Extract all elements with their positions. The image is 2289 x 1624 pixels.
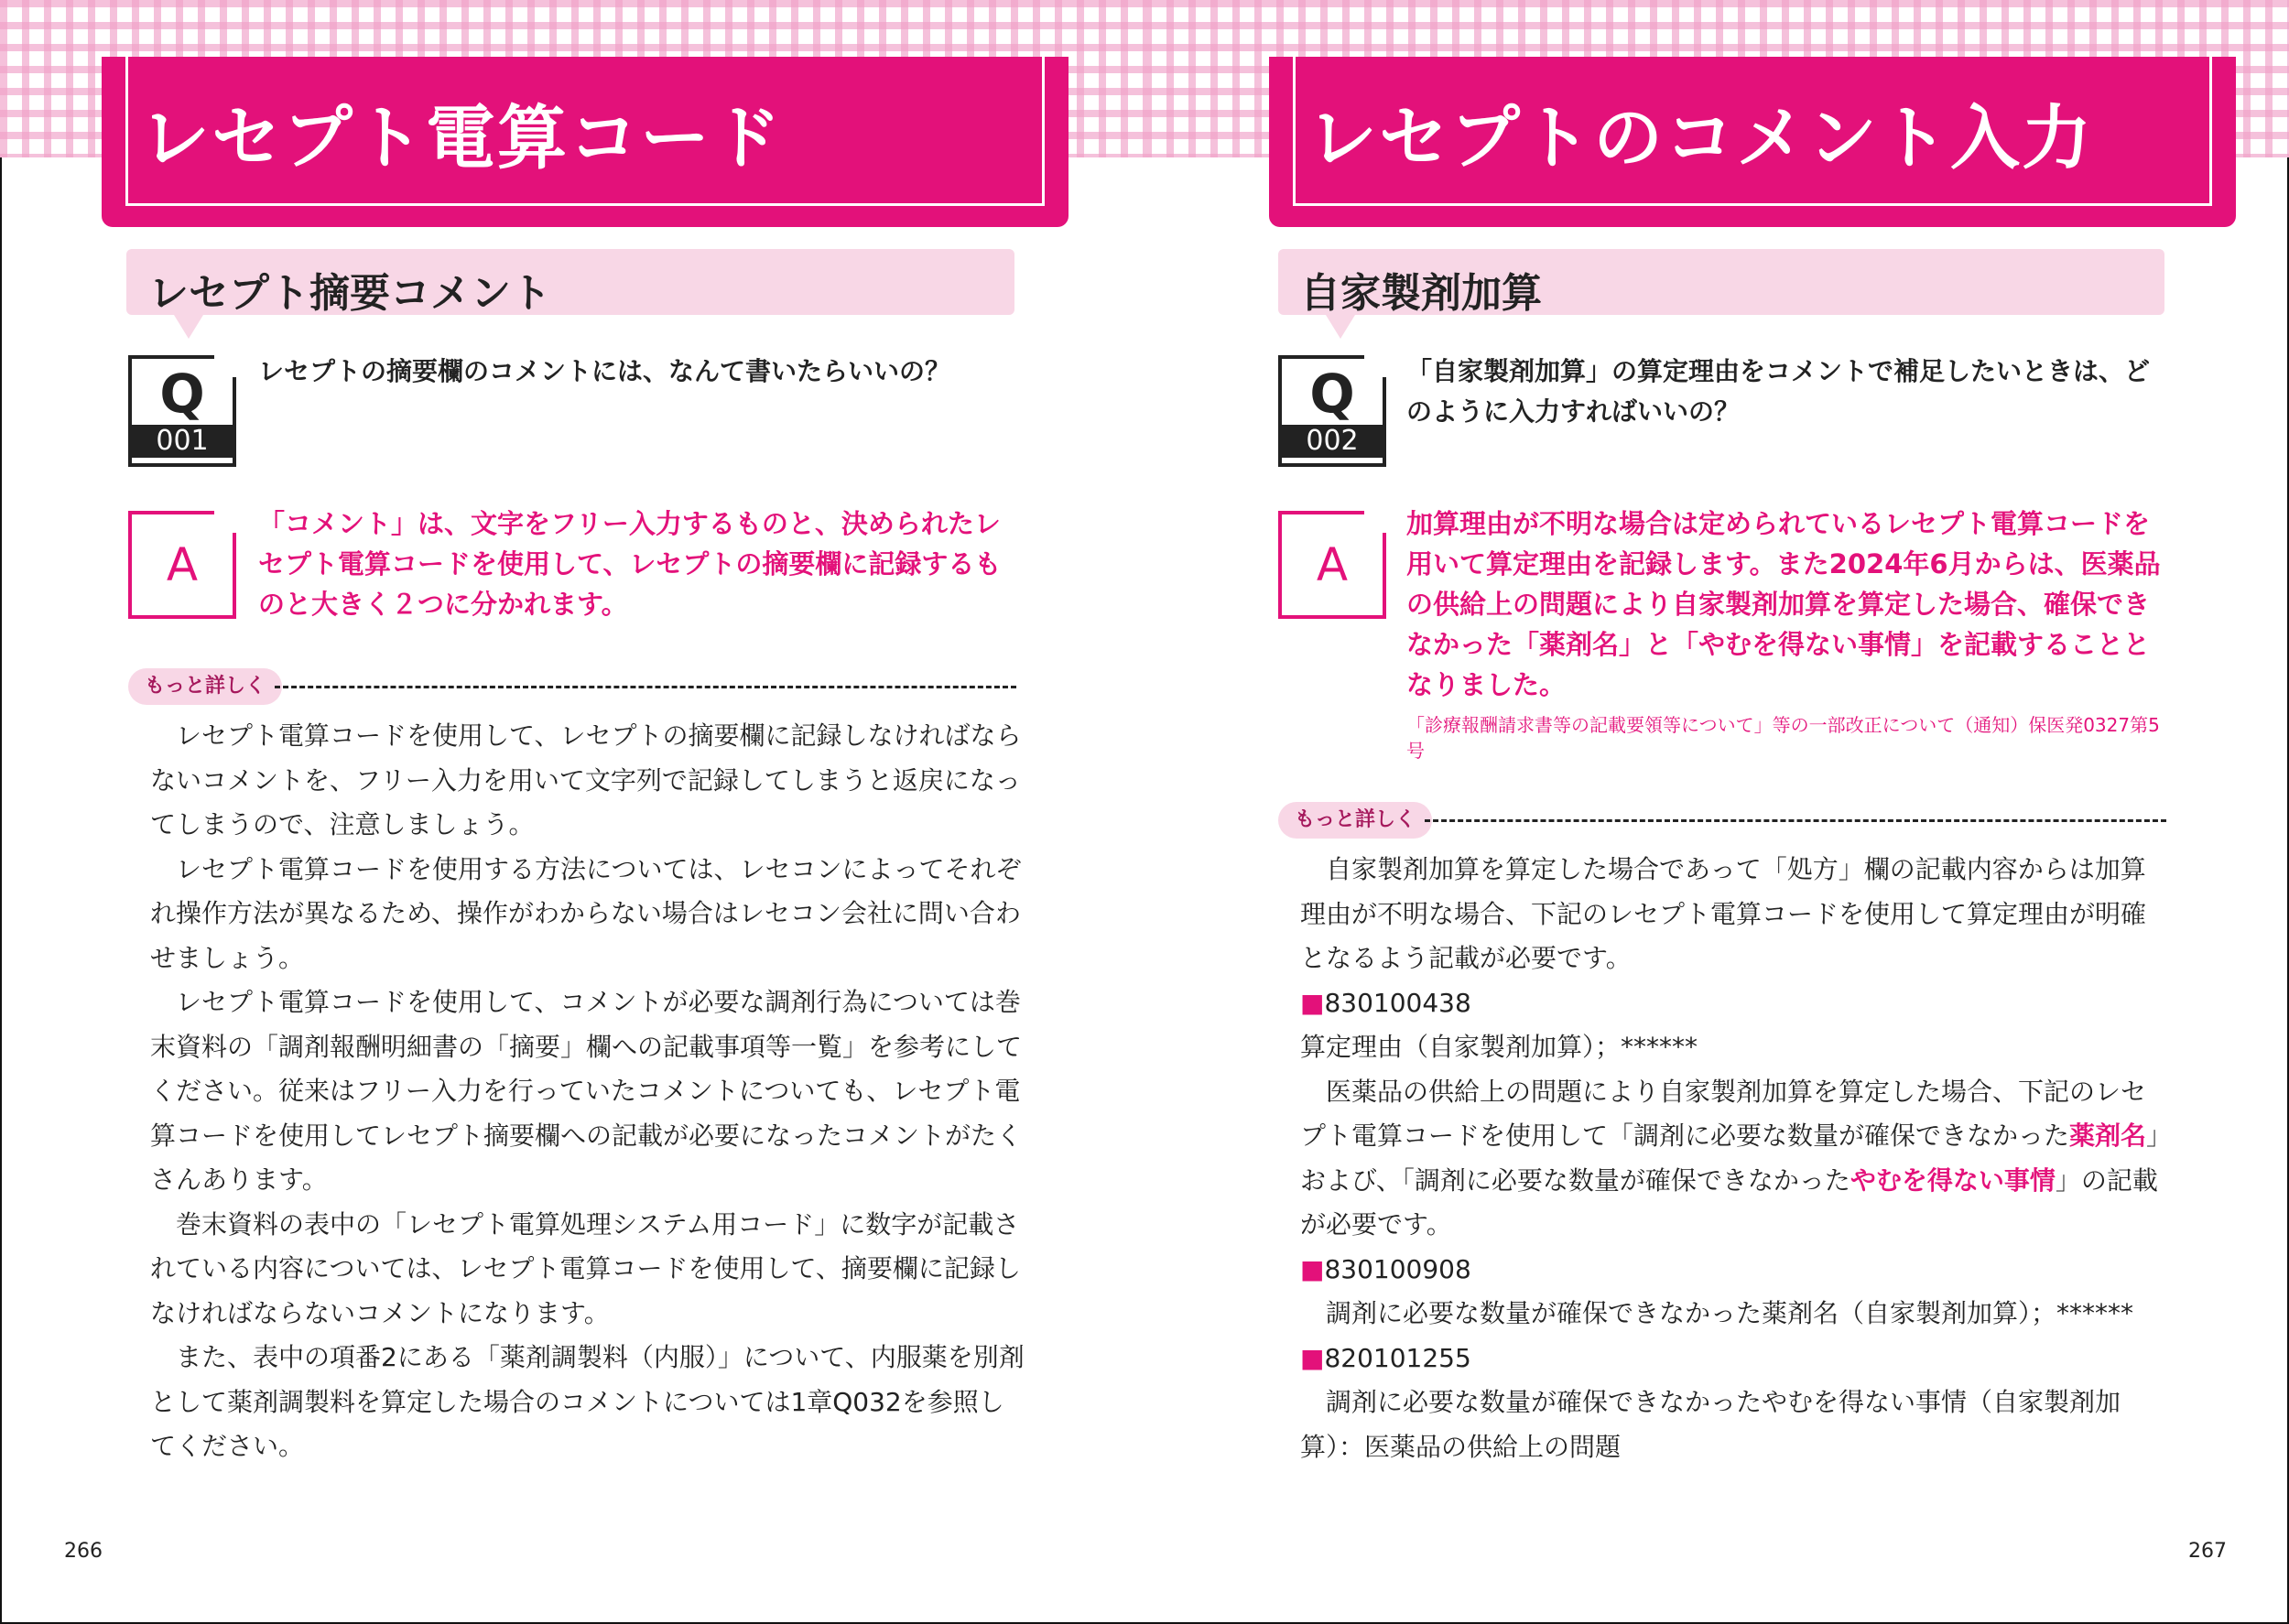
left-banner-title: レセプト電算コード	[140, 97, 783, 179]
right-banner-title: レセプトのコメント入力	[1307, 97, 2093, 179]
right-page-number: 267	[2188, 1540, 2227, 1563]
left-a-badge	[128, 511, 236, 619]
right-code-3-text: 調剤に必要な数量が確保できなかったやむを得ない事情（自家製剤加算）：医薬品の供給上の問題	[1300, 1387, 2121, 1462]
left-subhead-text: レセプト摘要コメント	[148, 270, 551, 317]
square-marker-icon: ■	[1300, 1342, 1325, 1373]
square-marker-icon: ■	[1300, 1253, 1325, 1284]
left-page-number: 266	[64, 1540, 103, 1563]
right-subhead	[1278, 249, 2164, 315]
right-a-letter: A	[1316, 538, 1349, 591]
left-q-letter: Q	[159, 363, 205, 425]
left-question: レセプトの摘要欄のコメントには、なんて書いたらいいの？	[258, 356, 951, 386]
left-more-detail-label: もっと詳しく	[128, 668, 282, 705]
right-code-2-text: 調剤に必要な数量が確保できなかった薬剤名（自家製剤加算）；******	[1326, 1298, 2134, 1328]
right-code-3: 820101255	[1324, 1342, 1471, 1373]
left-a-letter: A	[166, 538, 199, 591]
left-subhead-pointer	[174, 315, 203, 339]
right-subhead-text: 自家製剤加算	[1300, 270, 1542, 317]
left-answer: 「コメント」は、文字をフリー入力するものと、決められたレセプト電算コードを使用して、レセプトの摘要欄に記録するものと大きく２つに分かれます。	[258, 508, 1002, 620]
right-body-paragraph-2: 医薬品の供給上の問題により自家製剤加算を算定した場合、下記のレセプト電算コードを使用して「調剤に必要な数量が確保できなかった薬剤名」および、「調剤に必要な数量が確保できなかったやむを得ない事情」の記載が必要です。	[1300, 1076, 2160, 1240]
left-body	[150, 714, 1029, 1469]
right-q-badge	[1278, 355, 1386, 467]
right-code-row-1	[1300, 981, 2170, 1026]
right-subhead-pointer	[1326, 315, 1355, 339]
right-code-row-2	[1300, 1248, 2170, 1293]
right-a-badge	[1278, 511, 1386, 619]
right-code-1: 830100438	[1324, 987, 1471, 1018]
left-body-paragraph-5: また、表中の項番2にある「薬剤調製料（内服）」について、内服薬を別剤として薬剤調製料を算定した場合のコメントについては1章Q032を参照してください。	[150, 1342, 1025, 1461]
right-body-paragraph-1: 自家製剤加算を算定した場合であって「処方」欄の記載内容からは加算理由が不明な場合、下記のレセプト電算コードを使用して算定理由が明確となるよう記載が必要です。	[1300, 854, 2147, 973]
left-body-paragraph-1: レセプト電算コードを使用して、レセプトの摘要欄に記録しなければならないコメントを、フリー入力を用いて文字列で記録してしまうと返戻になってしまうので、注意しましょう。	[150, 720, 1022, 839]
left-more-detail	[128, 668, 1016, 705]
right-banner	[1269, 57, 2236, 227]
right-question: 「自家製剤加算」の算定理由をコメントで補足したいときは、どのように入力すればいいの？	[1406, 356, 2151, 427]
right-q-number: 002	[1282, 425, 1383, 458]
right-more-detail	[1278, 802, 2166, 839]
left-body-paragraph-4: 巻末資料の表中の「レセプト電算処理システム用コード」に数字が記載されている内容については、レセプト電算コードを使用して、摘要欄に記録しなければならないコメントになります。	[150, 1208, 1021, 1328]
left-banner	[102, 57, 1069, 227]
square-marker-icon: ■	[1300, 987, 1325, 1018]
left-body-paragraph-3: レセプト電算コードを使用して、コメントが必要な調剤行為については巻末資料の「調剤報酬明細書の「摘要」欄への記載事項等一覧」を参考にしてください。従来はフリー入力を行っていたコメントについても、レセプト電算コードを使用してレセプト摘要欄への記載が必要になったコメントがたくさんあります。	[150, 987, 1023, 1195]
right-dashed-divider	[1425, 819, 2166, 822]
highlight-drug-name: 薬剤名	[2069, 1121, 2147, 1151]
right-answer: 加算理由が不明な場合は定められているレセプト電算コードを用いて算定理由を記録します。また2024年6月からは、医薬品の供給上の問題により自家製剤加算を算定した場合、確保できなかった「薬剤名」と「やむを得ない事情」を記載することとなりました。	[1406, 508, 2161, 700]
right-code-1-text: 算定理由（自家製剤加算）；******	[1300, 1032, 1698, 1062]
right-q-letter: Q	[1309, 363, 1355, 425]
left-dashed-divider	[275, 686, 1016, 688]
right-source-note: 「診療報酬請求書等の記載要領等について」等の一部改正について（通知）保医発0327第5号	[1406, 714, 2160, 762]
left-q-number: 001	[132, 425, 233, 458]
left-subhead	[126, 249, 1014, 315]
left-q-badge	[128, 355, 236, 467]
right-body	[1300, 848, 2170, 1469]
right-code-row-3	[1300, 1337, 2170, 1381]
right-more-detail-label: もっと詳しく	[1278, 802, 1432, 839]
left-body-paragraph-2: レセプト電算コードを使用する方法については、レセコンによってそれぞれ操作方法が異なるため、操作がわからない場合はレセコン会社に問い合わせましょう。	[150, 853, 1022, 973]
highlight-unavoidable-reason: やむを得ない事情	[1850, 1164, 2056, 1196]
right-code-2: 830100908	[1324, 1253, 1471, 1284]
